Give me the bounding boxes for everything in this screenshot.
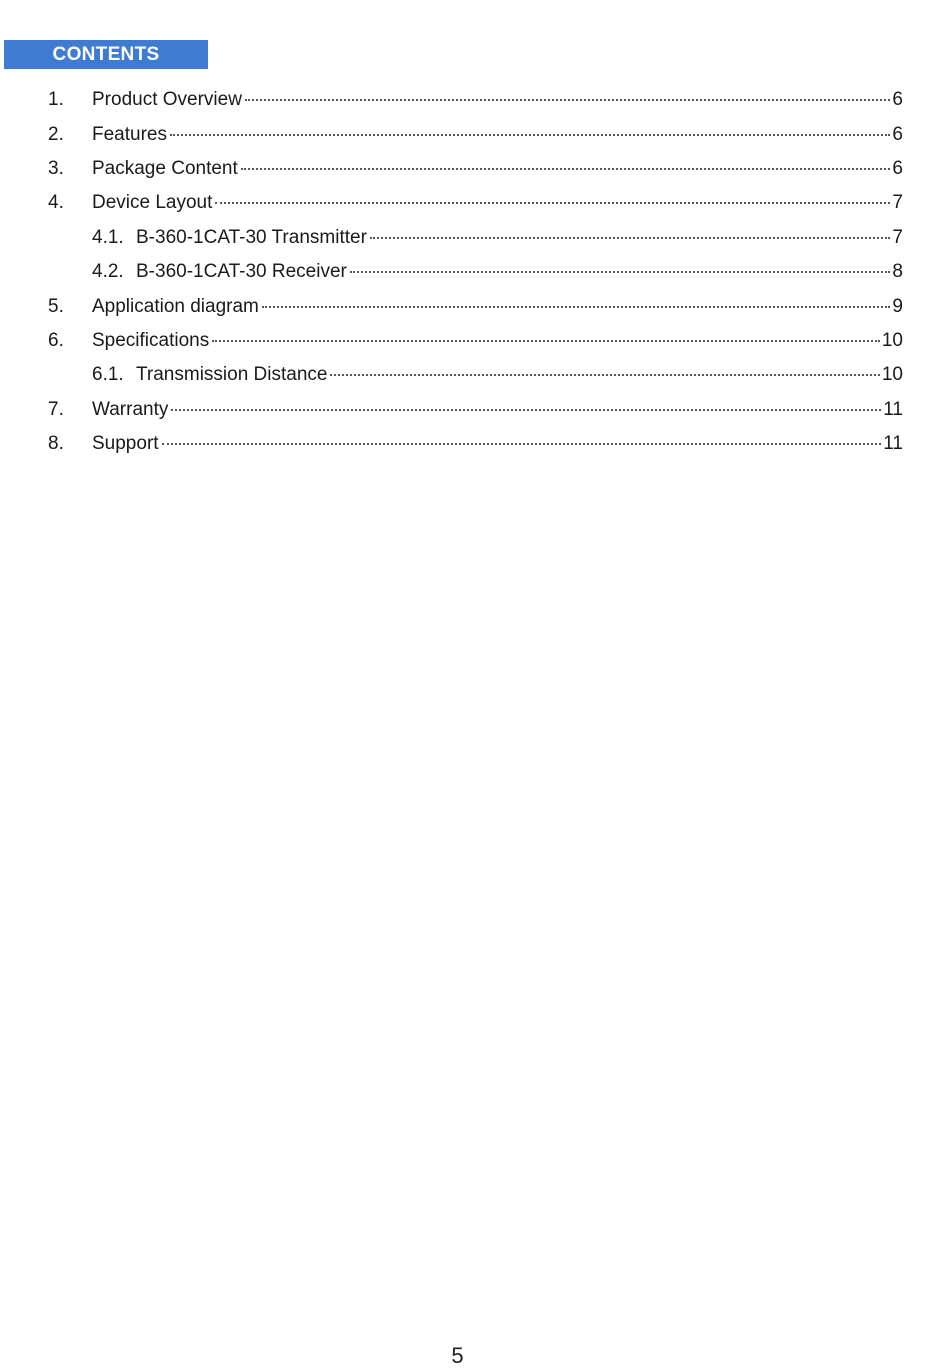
toc-entry-line [92, 255, 903, 289]
toc-entry-title: Package Content [92, 157, 238, 179]
toc-entry-line [92, 83, 903, 117]
toc-entry-page: 10 [881, 364, 903, 386]
toc-entry-page: 6 [892, 157, 903, 179]
toc-entry-page: 9 [892, 295, 903, 317]
toc-entry-title: B-360-1CAT-30 Transmitter [136, 226, 367, 248]
toc-entry-number: 3. [48, 157, 64, 179]
toc-entry-number: 4. [48, 192, 64, 214]
toc-entry-package-content[interactable] [0, 152, 950, 186]
toc-entry-title: Transmission Distance [136, 364, 328, 386]
dot-leader [330, 372, 879, 376]
toc-entry-page: 10 [881, 329, 903, 351]
toc-entry-page: 7 [892, 226, 903, 248]
dot-leader [171, 407, 881, 411]
toc-entry-page: 6 [892, 89, 903, 111]
table-of-contents [0, 83, 950, 461]
toc-entry-number: 5. [48, 295, 64, 317]
toc-entry-number: 8. [48, 433, 64, 455]
toc-entry-title: Features [92, 123, 167, 145]
toc-entry-number: 4.1. [92, 226, 124, 248]
toc-entry-page: 11 [883, 433, 903, 455]
toc-entry-receiver[interactable] [0, 255, 950, 289]
toc-entry-page: 11 [883, 398, 903, 420]
toc-entry-line [92, 393, 903, 427]
toc-entry-title: Application diagram [92, 295, 259, 317]
toc-entry-title: Specifications [92, 329, 210, 351]
dot-leader [162, 441, 882, 445]
toc-entry-page: 8 [892, 261, 903, 283]
toc-entry-title: B-360-1CAT-30 Receiver [136, 261, 347, 283]
dot-leader [370, 235, 891, 239]
toc-entry-line [92, 358, 903, 392]
toc-entry-product-overview[interactable] [0, 83, 950, 117]
toc-entry-transmission-distance[interactable] [0, 358, 950, 392]
toc-entry-line [92, 427, 903, 461]
toc-entry-application-diagram[interactable] [0, 289, 950, 323]
dot-leader [350, 269, 891, 273]
dot-leader [212, 338, 880, 342]
toc-entry-device-layout[interactable] [0, 186, 950, 220]
toc-entry-support[interactable] [0, 427, 950, 461]
toc-entry-line [92, 221, 903, 255]
toc-entry-line [92, 152, 903, 186]
toc-entry-number: 1. [48, 89, 64, 111]
dot-leader [241, 166, 891, 170]
toc-entry-transmitter[interactable] [0, 221, 950, 255]
toc-entry-title: Warranty [92, 398, 169, 420]
toc-entry-line [92, 290, 903, 324]
toc-entry-title: Device Layout [92, 192, 213, 214]
dot-leader [262, 304, 891, 308]
toc-entry-number: 4.2. [92, 261, 124, 283]
contents-heading: CONTENTS [4, 40, 208, 69]
toc-entry-specifications[interactable] [0, 324, 950, 358]
toc-entry-line [92, 186, 903, 220]
toc-entry-features[interactable] [0, 117, 950, 151]
page-number: 5 [451, 1343, 464, 1368]
dot-leader [215, 200, 890, 204]
toc-entry-number: 7. [48, 398, 64, 420]
dot-leader [170, 132, 890, 136]
toc-entry-title: Support [92, 433, 159, 455]
dot-leader [245, 97, 890, 101]
toc-entry-number: 2. [48, 123, 64, 145]
toc-entry-number: 6. [48, 329, 64, 351]
toc-entry-number: 6.1. [92, 364, 124, 386]
toc-entry-line [92, 324, 903, 358]
toc-entry-page: 6 [892, 123, 903, 145]
toc-entry-title: Product Overview [92, 89, 242, 111]
toc-entry-warranty[interactable] [0, 393, 950, 427]
toc-entry-page: 7 [892, 192, 903, 214]
toc-entry-line [92, 118, 903, 152]
